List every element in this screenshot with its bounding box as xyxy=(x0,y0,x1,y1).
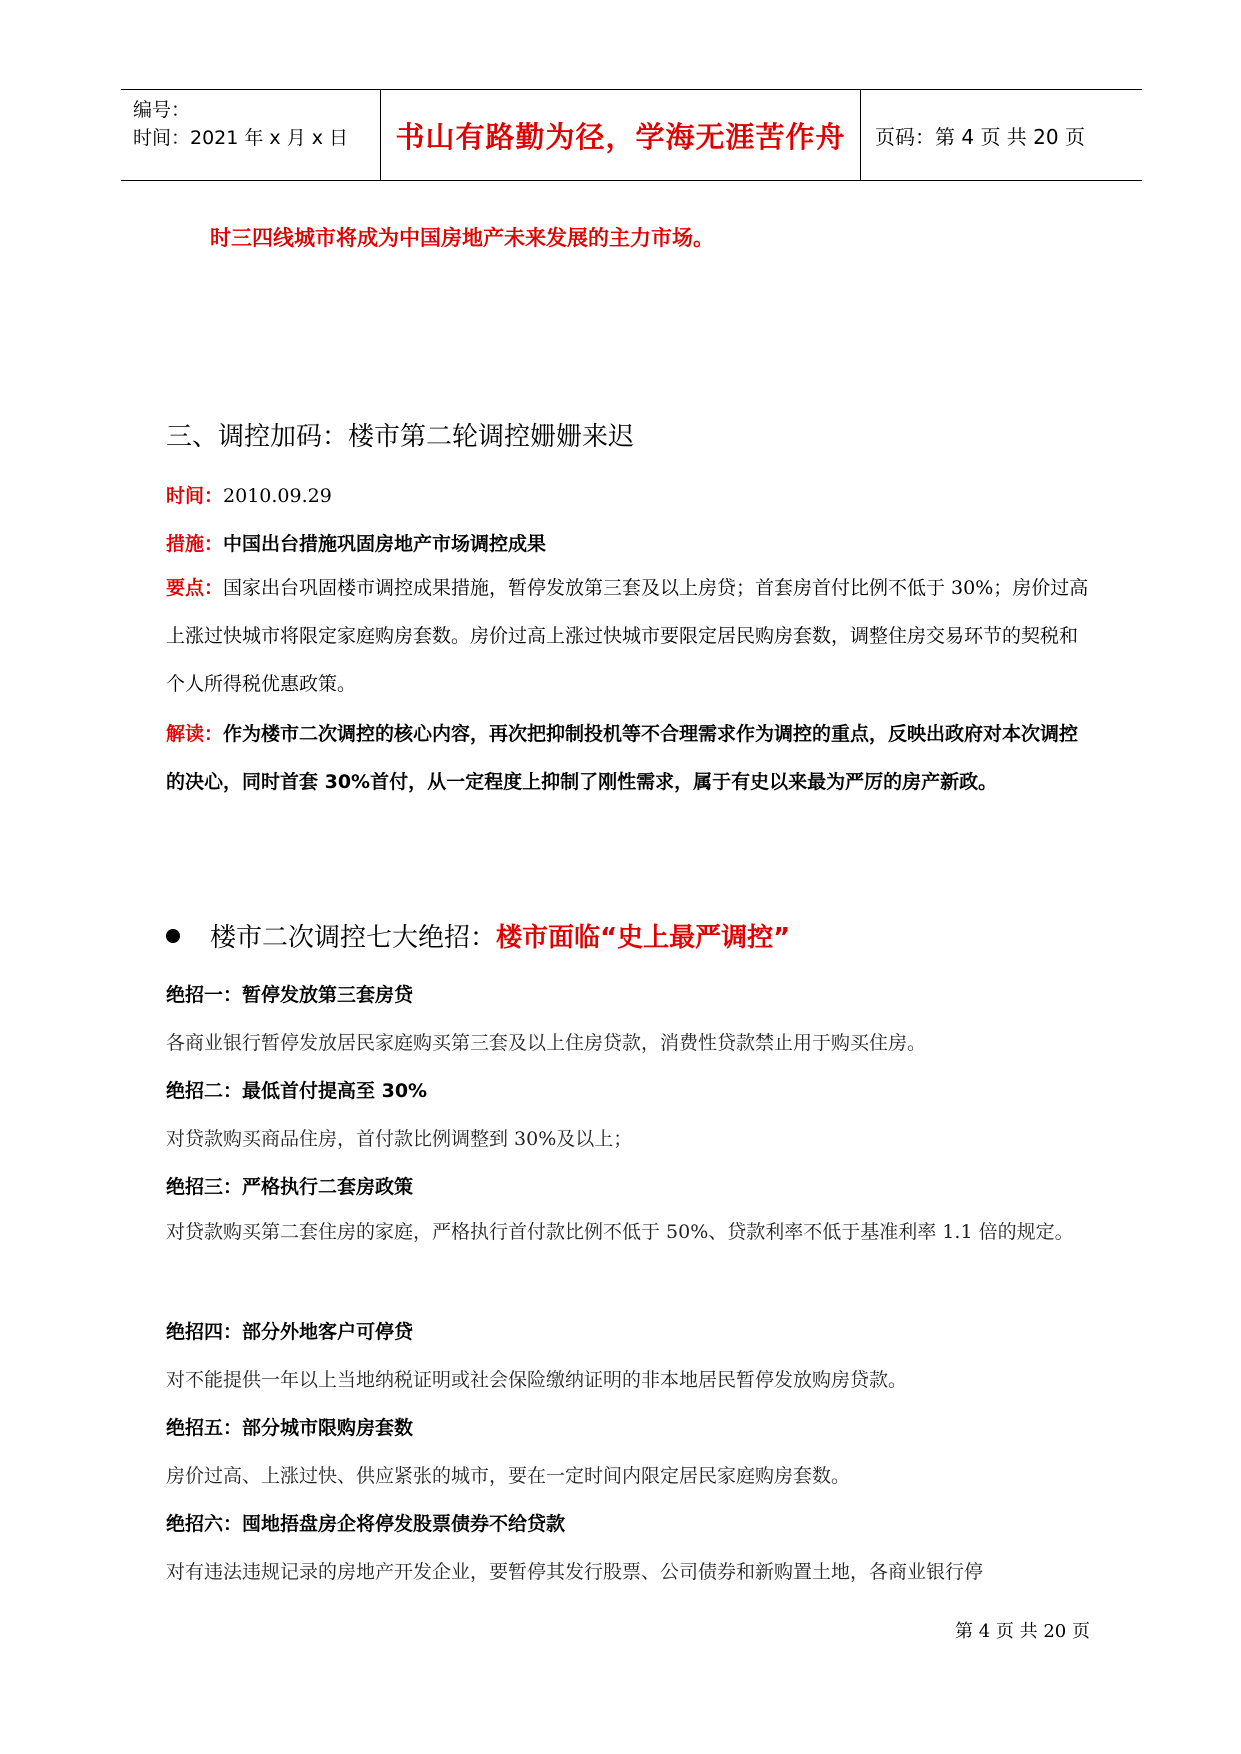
move-6-title: 绝招六：囤地捂盘房企将停发股票债券不给贷款 xyxy=(166,1513,566,1535)
move-1-text: 各商业银行暂停发放居民家庭购买第三套及以上住房贷款，消费性贷款禁止用于购买住房。 xyxy=(166,1032,927,1054)
interpretation-paragraph xyxy=(166,710,1096,806)
time-row xyxy=(166,481,332,508)
move-5-text: 房价过高、上涨过快、供应紧张的城市，要在一定时间内限定居民家庭购房套数。 xyxy=(166,1465,851,1487)
key-label: 要点： xyxy=(166,577,224,599)
bullet-title-red: 楼市面临“史上最严调控” xyxy=(496,923,791,953)
header-number-label: 编号： xyxy=(133,99,191,121)
key-text: 国家出台巩固楼市调控成果措施，暂停发放第三套及以上房贷；首套房首付比例不低于 30%；房价过高上涨过快城市将限定家庭购房套数。房价过高上涨过快城市要限定居民购房套数，调整住房交易环节的契税和个人所得税优惠政策。 xyxy=(166,577,1089,695)
move-4-text: 对不能提供一年以上当地纳税证明或社会保险缴纳证明的非本地居民暂停发放购房贷款。 xyxy=(166,1369,908,1391)
move-2-title: 绝招二：最低首付提高至 30% xyxy=(166,1080,428,1102)
move-6-text: 对有违法违规记录的房地产开发企业，要暂停其发行股票、公司债券和新购置土地，各商业银行停 xyxy=(166,1561,984,1583)
time-value: 2010.09.29 xyxy=(223,485,332,507)
bullet-heading xyxy=(166,917,790,954)
interp-label: 解读： xyxy=(166,723,224,745)
move-2-text: 对贷款购买商品住房，首付款比例调整到 30%及以上； xyxy=(166,1128,633,1150)
header-page-info: 页码：第 4 页 共 20 页 xyxy=(875,124,1085,149)
interp-text: 作为楼市二次调控的核心内容，再次把抑制投机等不合理需求作为调控的重点，反映出政府对本次调控的决心，同时首套 30%首付，从一定程度上抑制了刚性需求，属于有史以来最为严厉的房产新政。 xyxy=(166,723,1079,793)
header-meta xyxy=(121,90,381,180)
bullet-icon xyxy=(166,929,180,943)
key-points-paragraph xyxy=(166,564,1096,708)
time-label: 时间： xyxy=(166,485,224,507)
move-3-title: 绝招三：严格执行二套房政策 xyxy=(166,1176,414,1198)
page-footer: 第 4 页 共 20 页 xyxy=(955,1621,1090,1642)
header-motto: 书山有路勤为径，学海无涯苦作舟 xyxy=(381,90,861,180)
measure-value: 中国出台措施巩固房地产市场调控成果 xyxy=(223,533,547,555)
move-4-title: 绝招四：部分外地客户可停贷 xyxy=(166,1321,414,1343)
intro-line: 时三四线城市将成为中国房地产未来发展的主力市场。 xyxy=(210,225,714,250)
section-title: 三、调控加码：楼市第二轮调控姗姗来迟 xyxy=(166,422,635,452)
move-1-title: 绝招一：暂停发放第三套房贷 xyxy=(166,984,414,1006)
page-header xyxy=(121,89,1142,181)
measure-label: 措施： xyxy=(166,533,224,555)
move-5-title: 绝招五：部分城市限购房套数 xyxy=(166,1417,414,1439)
header-time-label: 时间：2021 年 x 月 x 日 xyxy=(133,127,349,149)
bullet-title-black: 楼市二次调控七大绝招： xyxy=(210,923,497,953)
move-3-text: 对贷款购买第二套住房的家庭，严格执行首付款比例不低于 50%、贷款利率不低于基准利率 1.1 倍的规定。 xyxy=(166,1221,1074,1243)
measure-row xyxy=(166,529,546,556)
